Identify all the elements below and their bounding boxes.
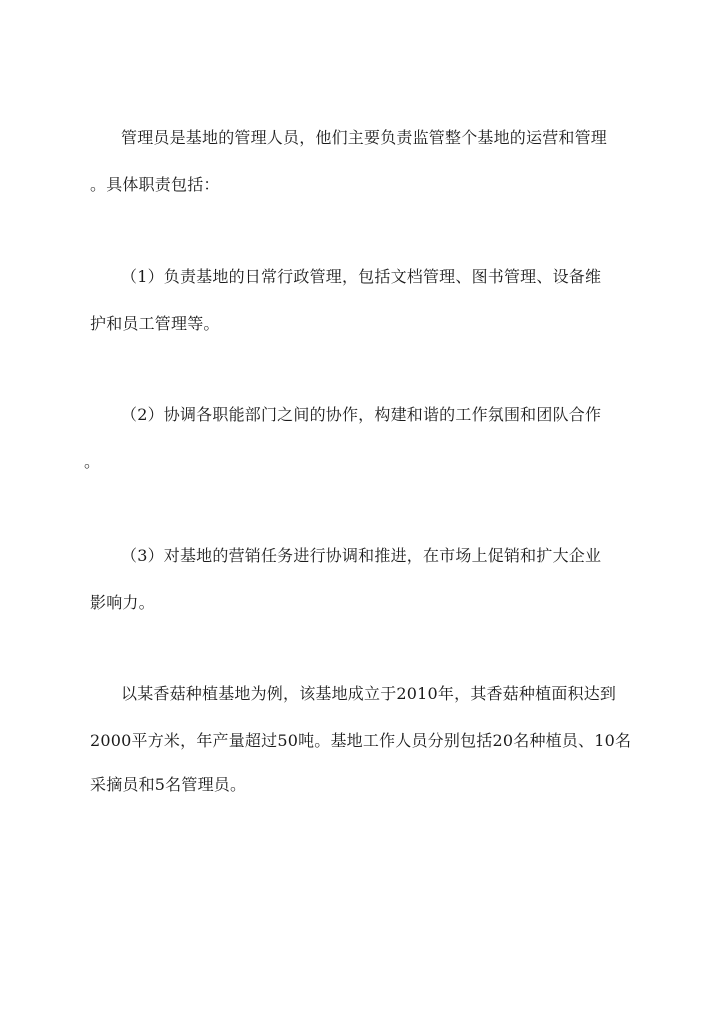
paragraph-4-line-2: 影响力。 — [90, 593, 155, 612]
paragraph-5-line-3: 采摘员和5名管理员。 — [90, 775, 247, 794]
paragraph-4-line-1: （3）对基地的营销任务进行协调和推进，在市场上促销和扩大企业 — [121, 546, 602, 565]
paragraph-1-line-1: 管理员是基地的管理人员，他们主要负责监管整个基地的运营和管理 — [121, 128, 608, 147]
paragraph-5-line-2: 2000平方米，年产量超过50吨。基地工作人员分别包括20名种植员、10名 — [90, 731, 632, 750]
paragraph-5-line-1: 以某香菇种植基地为例，该基地成立于2010年，其香菇种植面积达到 — [121, 684, 617, 703]
paragraph-1-line-2: 。具体职责包括： — [90, 175, 220, 194]
paragraph-3-line-1: （2）协调各职能部门之间的协作，构建和谐的工作氛围和团队合作 — [121, 405, 602, 424]
paragraph-2-line-1: （1）负责基地的日常行政管理，包括文档管理、图书管理、设备维 — [121, 267, 602, 286]
paragraph-3-line-2: 。 — [84, 452, 101, 471]
paragraph-2-line-2: 护和员工管理等。 — [90, 314, 220, 333]
